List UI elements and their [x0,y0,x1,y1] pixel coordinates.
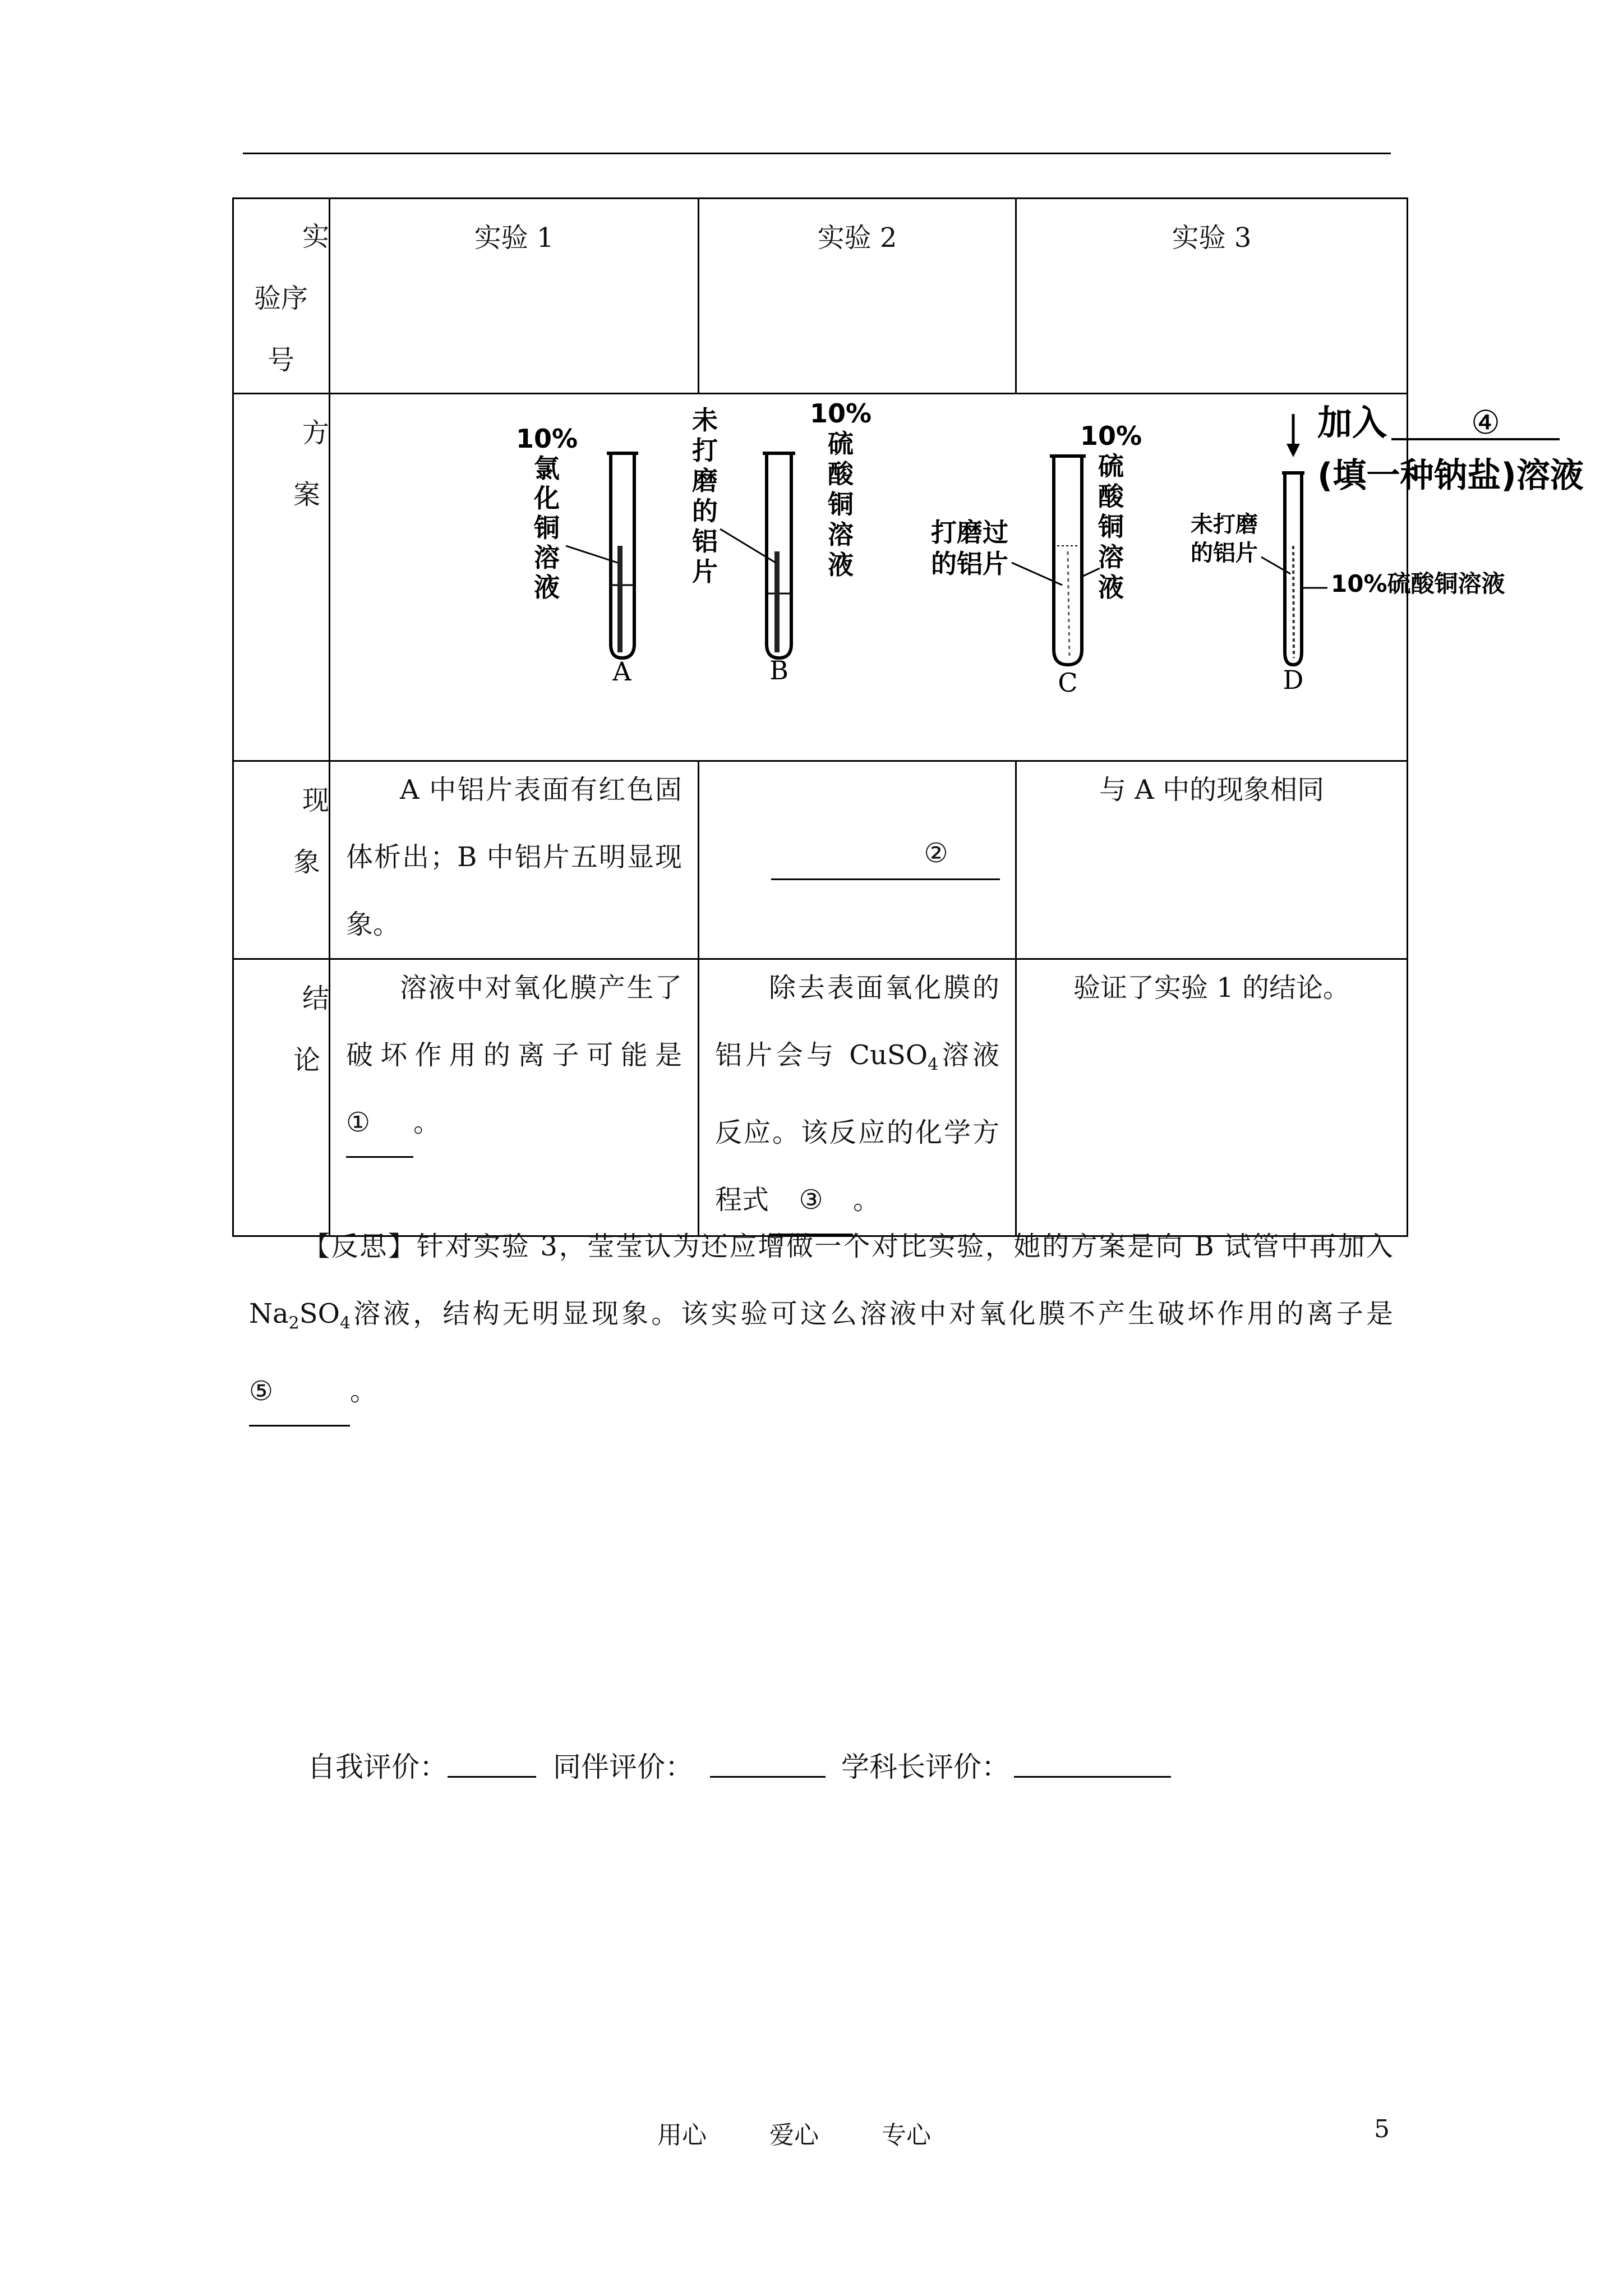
svg-text:液: 液 [534,572,560,602]
footer-motto-2: 爱心 [769,2121,819,2150]
row-label-text: 案 [293,479,321,510]
self-evaluation-label: 自我评价： [307,1751,448,1783]
svg-text:溶: 溶 [1098,542,1124,572]
svg-text:液: 液 [828,550,854,580]
blank-5[interactable]: ⑤ [249,1358,350,1427]
svg-text:打: 打 [692,435,718,466]
svg-text:铝: 铝 [692,526,718,556]
header-rule [243,153,1391,154]
row-label-text: 验序 [254,283,308,314]
tube-c-foil-label [931,517,1008,579]
svg-text:溶: 溶 [534,542,560,573]
tube-d-foil-label [1191,512,1258,566]
head-evaluation-blank[interactable] [1014,1745,1171,1778]
peer-evaluation-label: 同伴评价： [553,1751,693,1783]
row-label-text: 象 [293,846,321,878]
svg-text:液: 液 [1098,572,1124,602]
svg-text:酸: 酸 [828,459,854,489]
conclusion-exp1: 溶液中对氧化膜产生了破坏作用的离子可能是① 。 [330,959,699,1236]
row-label-conclusion [233,959,330,1236]
svg-text:的铝片: 的铝片 [931,549,1008,579]
row-label-text: 实 [302,221,330,252]
header-exp3: 实验 3 [1016,199,1408,394]
svg-text:打磨过: 打磨过 [931,517,1008,547]
header-exp1: 实验 1 [330,199,699,394]
svg-text:的: 的 [692,496,718,526]
row-label-text: 论 [293,1045,321,1076]
phenomenon-exp1: A 中铝片表面有红色固体析出；B 中铝片五明显现象。 [330,761,699,959]
svg-text:硫: 硫 [1098,451,1124,481]
svg-text:的铝片: 的铝片 [1191,540,1258,566]
header-exp2: 实验 2 [699,199,1016,394]
svg-text:未打磨: 未打磨 [1191,512,1258,537]
row-label-text: 现 [302,785,330,816]
test-tube-b [763,453,795,685]
blank-2[interactable]: ② [771,828,1000,880]
phenomenon-exp3: 与 A 中的现象相同 [1016,761,1408,959]
test-tube-diagram [330,394,1587,762]
svg-text:酸: 酸 [1098,481,1124,512]
test-tube-d [1282,473,1304,695]
conclusion-exp2: 除去表面氧化膜的铝片会与 CuSO$_4$溶液反应。该反应的化学方程式 ③ 。 [699,959,1016,1236]
blank-1[interactable]: ① [346,1089,413,1158]
footer-motto-1: 用心 [657,2121,707,2150]
tube-d-solution-label: 10%硫酸铜溶液 [1331,570,1505,597]
tube-b-solution-label [810,398,872,580]
conclusion-exp3: 验证了实验 1 的结论。 [1016,959,1408,1236]
tube-b-foil-label [692,405,718,587]
svg-text:铜: 铜 [1098,512,1124,542]
row-label-number [233,199,330,394]
svg-text:化: 化 [534,483,560,513]
svg-text:10%: 10% [1080,421,1142,451]
svg-text:磨: 磨 [692,466,718,496]
phenomenon-row [233,761,1408,959]
tube-d-add-label: 加入 [1317,402,1387,443]
tube-d-letter: D [1283,665,1304,695]
footer-motto-3: 专心 [882,2121,931,2150]
scheme-diagram-cell [330,394,1584,761]
tube-b-letter: B [769,655,789,685]
test-tube-c [1050,456,1086,698]
conclusion-row [233,959,1408,1236]
row-label-scheme [233,394,330,761]
tube-c-solution-pointer [1082,568,1100,577]
tube-a-letter: A [612,656,631,687]
svg-text:铜: 铜 [534,513,560,543]
svg-text:溶: 溶 [828,519,854,550]
tube-c-solution-label [1080,421,1142,602]
phenomenon-exp2 [699,761,1016,959]
tube-d-add-arrow [1287,414,1300,457]
svg-text:硫: 硫 [828,429,854,459]
svg-text:未: 未 [692,405,718,435]
svg-text:铜: 铜 [828,489,854,519]
svg-text:片: 片 [692,556,718,587]
tube-d-blank-number: ④ [1471,403,1500,441]
svg-text:氯: 氯 [534,453,560,484]
svg-text:10%: 10% [515,424,578,454]
tube-a-solution-label [516,424,578,602]
page-number: 5 [1374,2115,1390,2143]
reflection-paragraph: 【反思】针对实验 3，莹莹认为还应增做一个对比实验，她的方案是向 B 试管中再加入$Na_2SO_4$溶液，结构无明显现象。该实验可这么溶液中对氧化膜不产生破坏作用的离子是⑤ 。 [249,1213,1393,1427]
tube-d-note: (填一种钠盐)溶液 [1317,456,1584,495]
scheme-row [233,394,1408,761]
row-label-phenomenon [233,761,330,959]
head-evaluation-label: 学科长评价： [841,1751,1009,1783]
svg-text:10%: 10% [809,398,872,429]
table-header-row [233,199,1408,394]
experiment-table [232,197,1584,1237]
test-tube-a [607,453,638,687]
row-label-text: 方 [302,417,330,449]
row-label-text: 结 [302,983,330,1014]
row-label-text: 号 [268,344,295,376]
tube-c-letter: C [1058,668,1078,698]
blank-3[interactable]: ③ [769,1166,853,1235]
self-evaluation-blank[interactable] [448,1745,536,1778]
peer-evaluation-blank[interactable] [710,1745,826,1778]
